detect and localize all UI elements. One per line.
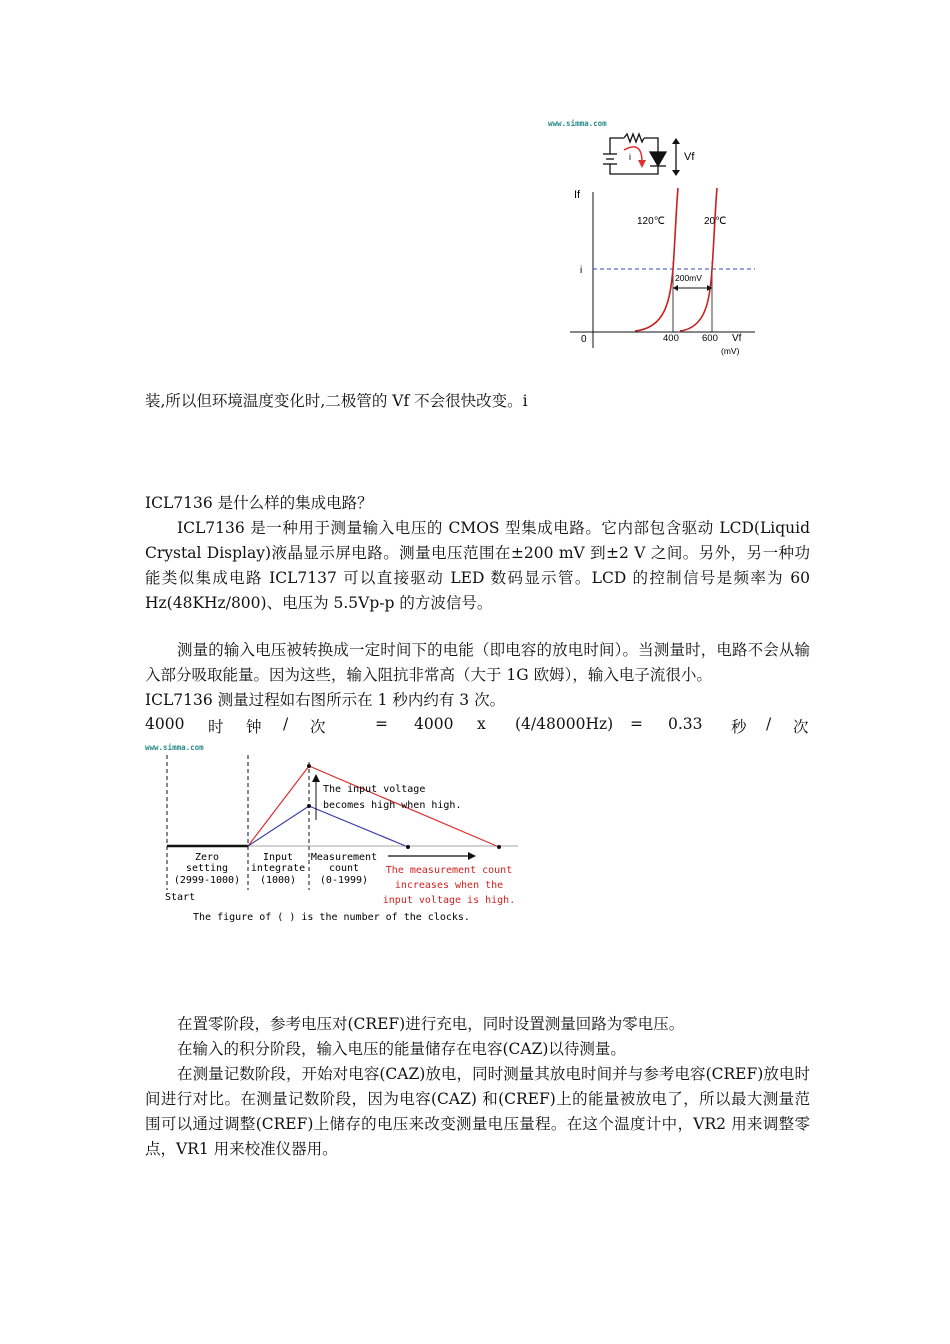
- svg-text:i: i: [629, 152, 631, 162]
- annotation-line-2: becomes high when high.: [323, 800, 462, 811]
- svg-text:0: 0: [581, 334, 587, 345]
- section-phases: [145, 1012, 810, 1162]
- svg-text:Zero: Zero: [194, 852, 220, 863]
- svg-text:increases when the: increases when the: [394, 880, 504, 891]
- section-heading: ICL7136 是什么样的集成电路？: [145, 494, 373, 512]
- svg-text:count: count: [328, 863, 360, 874]
- paragraph-5: 在测量记数阶段，开始对电容(CAZ)放电，同时测量其放电时间并与参考电容(CREF)放电时间进行对比。在测量记数阶段，因为电容(CAZ) 和(CREF)上的能量被放电了，所以最大测量范围可以通过调整(CREF)上储存的电压来改变测量电压量程。在这个温度计中，VR2 用来调整零点，VR1 用来校准仪器用。: [145, 1065, 810, 1158]
- curve-20c-label: 20℃: [704, 216, 727, 227]
- section-measurement: [145, 638, 810, 713]
- ramp-low-input: [248, 806, 408, 847]
- red-note: [383, 865, 515, 906]
- diode-vf-figure: [540, 112, 765, 362]
- paragraph-4: 在输入的积分阶段，输入电压的能量储存在电容(CAZ)以待测量。: [177, 1040, 626, 1058]
- curve-20c: [680, 188, 717, 331]
- text-line-vf: 装,所以但环境温度变化时,二极管的 Vf 不会很快改变。i: [145, 392, 528, 410]
- tick-600: 600: [702, 333, 718, 344]
- svg-text:Input: Input: [262, 852, 294, 863]
- svg-text:integrate: integrate: [250, 863, 306, 874]
- diode-circuit: [603, 134, 676, 174]
- diode-watermark: www.simma.com: [548, 119, 607, 128]
- start-label: Start: [165, 892, 196, 903]
- curve-120c: [635, 188, 678, 331]
- timing-watermark: www.simma.com: [145, 743, 204, 752]
- timing-caption: The figure of ( ) is the number of the clocks.: [193, 912, 470, 923]
- gap-label: 200mV: [675, 273, 702, 283]
- x-axis-label: Vf: [732, 333, 742, 344]
- curve-120c-label: 120℃: [637, 216, 665, 227]
- paragraph-2-last: ICL7136 测量过程如右图所示在 1 秒内约有 3 次。: [145, 691, 506, 709]
- svg-text:setting: setting: [185, 863, 229, 874]
- svg-text:(0-1999): (0-1999): [319, 875, 369, 886]
- y-axis-label: If: [574, 189, 581, 201]
- svg-text:(1000): (1000): [259, 875, 297, 886]
- section-icl7136: [145, 491, 810, 616]
- clock-calculation: 4000 时 钟 / 次 = 4000 x (4/48000Hz) = 0.33 秒 / 次: [145, 715, 809, 736]
- tick-400: 400: [663, 333, 679, 344]
- paragraph-3: 在置零阶段，参考电压对(CREF)进行充电，同时设置测量回路为零电压。: [177, 1015, 685, 1033]
- timing-figure: [143, 740, 523, 930]
- svg-text:i: i: [580, 265, 583, 276]
- annotation-line-1: The input voltage: [323, 784, 426, 795]
- paragraph-2: 测量的输入电压被转换成一定时间下的电能（即电容的放电时间）。当测量时，电路不会从输入部分吸取能量。因为这些，输入阻抗非常高（大于 1G 欧姆），输入电子流很小。: [145, 641, 810, 684]
- svg-text:(2999-1000): (2999-1000): [173, 875, 241, 886]
- x-unit-label: (mV): [721, 346, 740, 356]
- svg-text:input voltage is high.: input voltage is high.: [382, 895, 516, 906]
- svg-text:Measurement: Measurement: [310, 852, 378, 863]
- svg-text:Vf: Vf: [684, 151, 695, 163]
- current-arrow-icon: [624, 147, 642, 162]
- svg-text:The measurement count: The measurement count: [385, 865, 513, 876]
- paragraph-1: ICL7136 是一种用于测量输入电压的 CMOS 型集成电路。它内部包含驱动 LCD(Liquid Crystal Display)液晶显示屏电路。测量电压范围在±200 mV 到±2 V 之间。另外，另一种功能类似集成电路 ICL7137 可以直接驱动 LED 数码显示管。LCD 的控制信号是频率为 60 Hz(48KHz/800)、电压为 5.5Vp-p 的方波信号。: [145, 519, 810, 612]
